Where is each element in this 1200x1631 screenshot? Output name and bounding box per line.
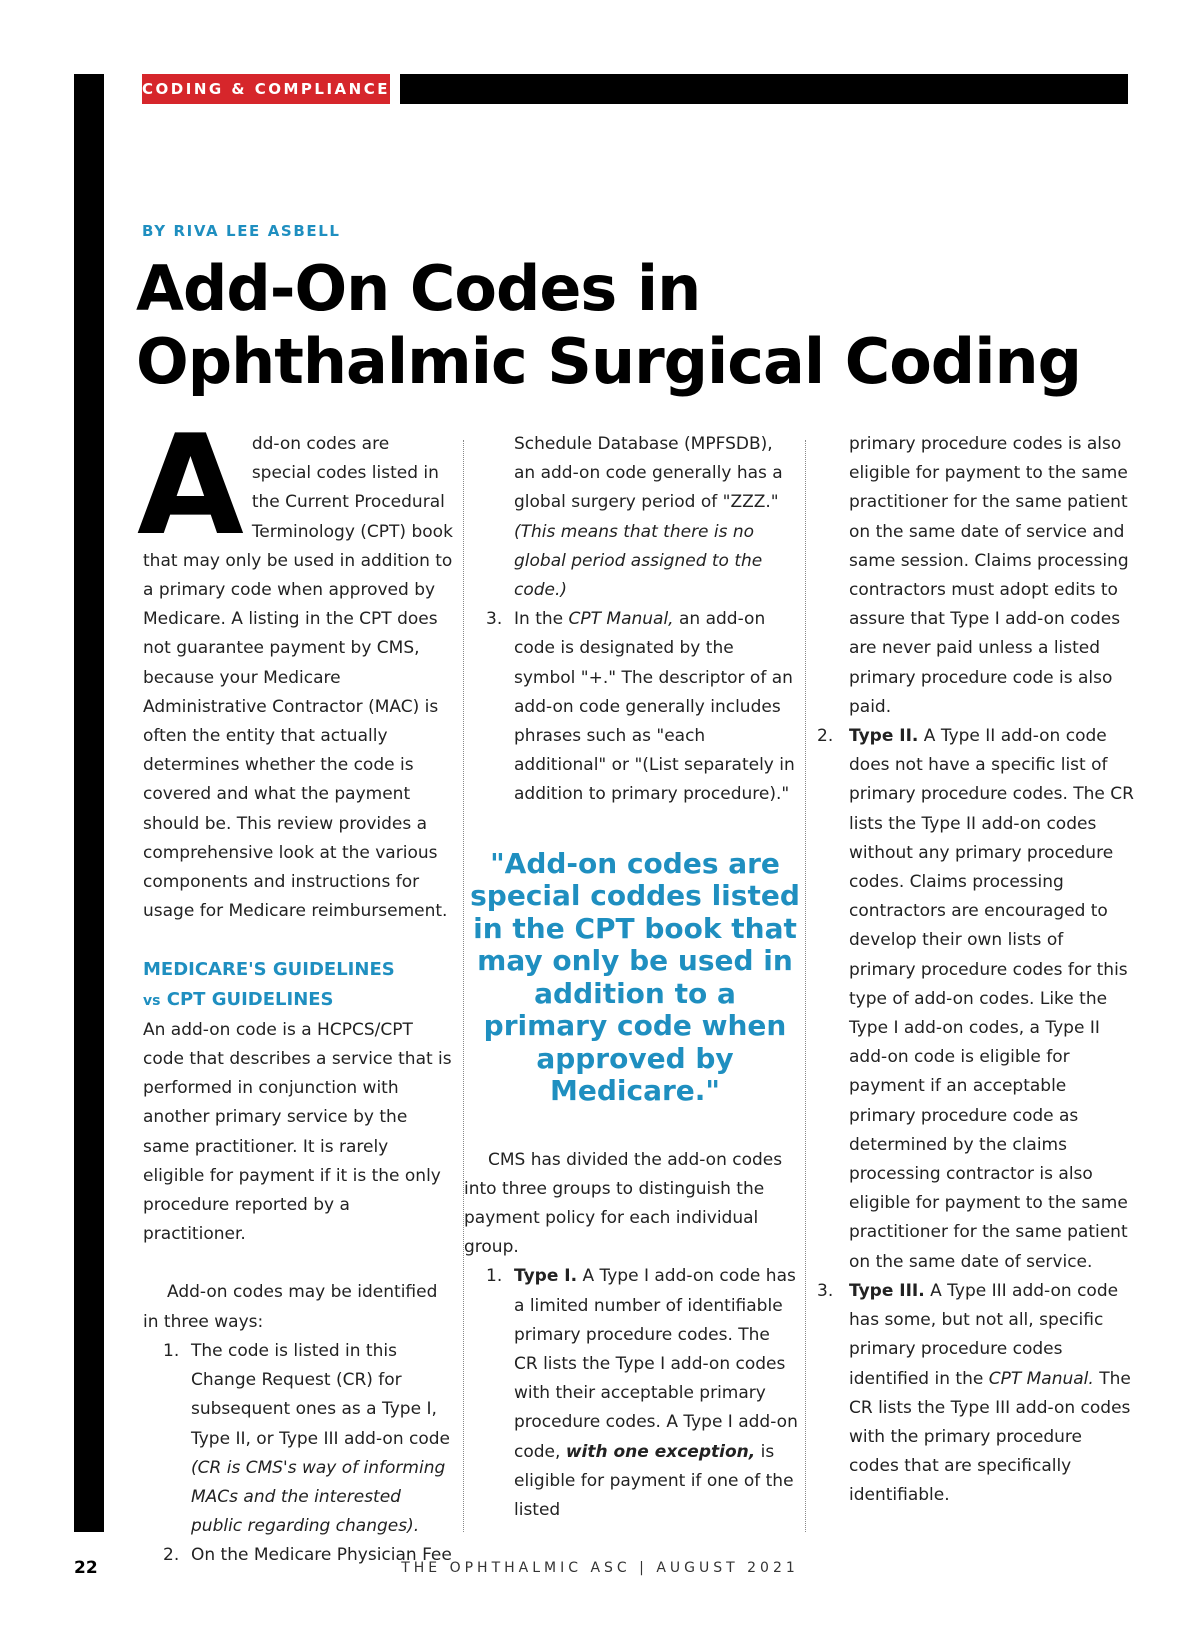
emphasis-text: with one exception,: [565, 1441, 756, 1462]
left-accent-bar: [74, 74, 104, 1532]
list-italic-text: (CR is CMS's way of informing MACs and the interested public regarding changes).: [191, 1457, 446, 1537]
title-line-1: Add-On Codes in: [136, 252, 701, 325]
list-italic-text: CPT Manual.: [988, 1368, 1094, 1389]
section-tag: CODING & COMPLIANCE: [142, 74, 390, 104]
list-item: [480, 1262, 798, 1525]
intro-paragraph: [137, 405, 453, 926]
ways-intro-paragraph: Add-on codes may be identified in three ways:: [143, 1282, 438, 1332]
list-text: primary procedure codes is also eligible for payment to the same practitioner for the same patient on the same date of service and same session. Claims processing contractors must adopt edits to assure that Type I add-on codes are never paid unless a listed primary procedure code is also paid.: [849, 434, 1129, 717]
list-number: 3.: [486, 609, 503, 630]
list-text: The code is listed in this Change Request (CR) for subsequent ones as a Type I, Type II, or Type III add-on code: [191, 1340, 451, 1449]
footer-separator: |: [639, 1560, 648, 1576]
list-text: On the Medicare Physician Fee: [191, 1545, 452, 1566]
list-text: an add-on code is designated by the symbol "+." The descriptor of an add-on code generally includes phrases such as "each additional" or "(List separately in addition to primary procedure).": [514, 609, 795, 805]
list-italic-text: CPT Manual,: [568, 609, 674, 630]
drop-cap: A: [137, 405, 244, 566]
page-footer: [0, 1560, 1200, 1576]
subhead-part-2: CPT GUIDELINES: [166, 988, 334, 1010]
list-text: A Type II add-on code does not have a specific list of primary procedure codes. The CR lists the Type II add-on codes without any primary procedure codes. Claims processing contractors are encouraged to develop their own lists of primary procedure codes for this type of add-on codes. Like the Type I add-on codes, a Type II add-on code is eligible for payment if an acceptable primary procedure code as determined by the claims processing contractor is also eligible for payment to the same practitioner for the same patient on the same date of service.: [849, 726, 1134, 1272]
list-item: [815, 722, 1135, 1277]
addon-definition-paragraph: An add-on code is a HCPCS/CPT code that describes a service that is performed in conjunction with another primary service by the same practitioner. It is rarely eligible for payment if it is the only procedure reported by a practitioner.: [143, 1019, 452, 1245]
list-number: 1.: [163, 1340, 180, 1361]
page-number: 22: [74, 1558, 98, 1578]
list-text: The CR lists the Type III add-on codes with the primary procedure codes that are specifically identifiable.: [849, 1368, 1131, 1506]
list-number: 1.: [486, 1266, 503, 1287]
type-label: Type III.: [849, 1280, 925, 1301]
type-label: Type I.: [514, 1266, 578, 1287]
column-3: [815, 430, 1135, 1511]
list-item-continued: [480, 430, 798, 605]
article-title: [136, 252, 1146, 398]
column-2: [464, 430, 800, 1525]
intro-text: dd-on codes are special codes listed in the Current Procedural Terminology (CPT) book that may only be used in addition to a primary code when approved by Medicare. A listing in the CPT does not guarantee payment by CMS, because your Medicare Administrative Contractor (MAC) is often the entity that actually determines whether the code is covered and what the payment should be. This review provides a comprehensive look at the various components and instructions for usage for Medicare reimbursement.: [143, 434, 453, 922]
type-label: Type II.: [849, 726, 919, 747]
subhead-vs: vs: [143, 992, 161, 1009]
footer-date: AUGUST 2021: [656, 1560, 799, 1576]
list-item: [143, 1337, 453, 1541]
list-italic-text: (This means that there is no global period assigned to the code.): [514, 521, 763, 601]
footer-publication: THE OPHTHALMIC ASC: [401, 1560, 631, 1576]
list-text: A Type I add-on code has a limited number of identifiable primary procedure codes. The CR lists the Type I add-on codes with their acceptable primary procedure codes. A Type I add-on code,: [514, 1266, 798, 1462]
column-divider-2: [805, 440, 806, 1532]
list-text: A Type III add-on code has some, but not all, specific primary procedure codes identified in the: [849, 1280, 1119, 1389]
list-number: 2.: [163, 1545, 180, 1566]
column-1: [137, 405, 453, 1571]
pull-quote: "Add-on codes are special coddes listed in the CPT book that may only be used in addition to a primary code when approved by Medicare.": [470, 846, 800, 1108]
list-text: is eligible for payment if one of the listed: [514, 1441, 794, 1521]
top-accent-bar: [400, 74, 1128, 104]
title-line-2: Ophthalmic Surgical Coding: [136, 325, 1081, 398]
list-text: Schedule Database (MPFSDB), an add-on code generally has a global surgery period of "ZZZ.": [514, 434, 783, 513]
list-text: In the: [514, 609, 564, 630]
list-item: [815, 1277, 1135, 1511]
cms-groups-paragraph: CMS has divided the add-on codes into three groups to distinguish the payment policy for each individual group.: [464, 1149, 783, 1258]
column-divider-1: [463, 440, 464, 1532]
subhead-guidelines: [143, 955, 453, 1015]
list-number: 3.: [817, 1280, 834, 1301]
list-item: [480, 605, 798, 809]
list-number: 2.: [817, 726, 834, 747]
list-item-continued: [815, 430, 1135, 722]
subhead-part-1: MEDICARE'S GUIDELINES: [143, 959, 395, 981]
byline: BY RIVA LEE ASBELL: [142, 222, 341, 240]
